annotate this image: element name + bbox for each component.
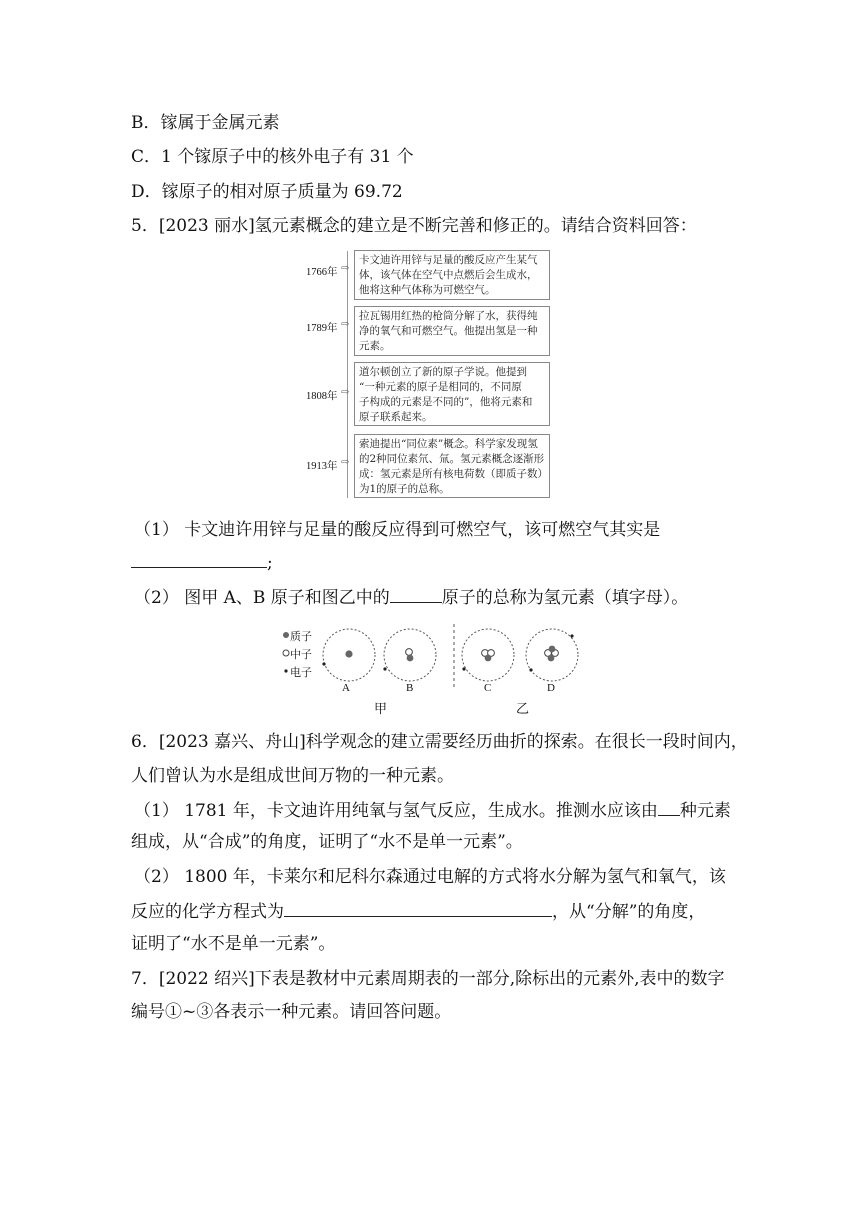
group-label-jia: 甲 bbox=[374, 701, 388, 716]
option-d: D．镓原子的相对原子质量为 69.72 bbox=[131, 182, 403, 202]
legend-neutron: 中子 bbox=[290, 649, 312, 661]
atom-label-d: D bbox=[547, 682, 555, 694]
timeline-text: 为1的原子的总称。 bbox=[359, 483, 450, 495]
answer-blank[interactable] bbox=[131, 551, 267, 568]
option-c: C．1 个镓原子中的核外电子有 31 个 bbox=[131, 147, 414, 167]
timeline-year-1766: 1766年 bbox=[306, 267, 338, 278]
q6-sub2-text: 反应的化学方程式为 bbox=[131, 902, 284, 922]
q6-sub1-cont: 组成，从“合成”的角度，证明了“水不是单一元素”。 bbox=[131, 832, 523, 852]
answer-blank[interactable] bbox=[658, 799, 680, 816]
q6-sub1-text-end: 种元素 bbox=[679, 801, 731, 821]
timeline-text: 索迪提出“同位素”概念。科学家发现氢 bbox=[359, 438, 538, 450]
timeline-year-1913: 1913年 bbox=[306, 461, 338, 472]
timeline-text: 原子联系起来。 bbox=[359, 411, 433, 423]
timeline-entry-1766 bbox=[354, 250, 550, 300]
option-b: B．镓属于金属元素 bbox=[131, 113, 280, 133]
electron-legend-icon bbox=[284, 669, 287, 672]
q6-sub1 bbox=[134, 799, 731, 822]
q5-sub2 bbox=[134, 586, 688, 609]
answer-blank[interactable] bbox=[390, 586, 442, 603]
timeline-text: “一种元素的原子是相同的，不同原 bbox=[359, 381, 522, 393]
q5-sub1-answer bbox=[131, 551, 273, 574]
timeline-text: 的2种同位素氘、氚。氢元素概念逐渐形 bbox=[359, 453, 545, 465]
q6-sub2: （2） 1800 年，卡莱尔和尼科尔森通过电解的方式将水分解为氢气和氧气，该 bbox=[134, 867, 726, 887]
q5-sub1 bbox=[134, 519, 660, 541]
timeline-text: 道尔顿创立了新的原子学说。他提到 bbox=[359, 366, 527, 378]
q6-stem-line1: 6．[2023 嘉兴、舟山]科学观念的建立需要经历曲折的探索。在很长一段时间内， bbox=[131, 732, 748, 752]
timeline-arrow-icon: ⇨ bbox=[341, 263, 350, 274]
timeline-entry-1913 bbox=[354, 434, 550, 498]
timeline-text: 成：氢元素是所有核电荷数（即质子数） bbox=[359, 468, 548, 480]
legend-electron: 电子 bbox=[290, 667, 312, 679]
timeline-text: 子构成的元素是不同的”，他将元素和 bbox=[359, 396, 533, 408]
answer-blank[interactable] bbox=[284, 900, 552, 917]
timeline-text: 体，该气体在空气中点燃后会生成水， bbox=[359, 269, 538, 281]
legend-proton: 质子 bbox=[290, 631, 312, 643]
q7-stem-line1: 7．[2022 绍兴]下表是教材中元素周期表的一部分,除标出的元素外,表中的数字 bbox=[131, 969, 725, 989]
timeline-arrow-icon: ⇨ bbox=[341, 457, 350, 468]
timeline-entry-1808 bbox=[354, 362, 550, 426]
q6-sub2-text-mid: ，从“分解”的角度， bbox=[552, 902, 706, 922]
timeline-text: 拉瓦锡用红热的枪筒分解了水，获得纯 bbox=[359, 310, 538, 322]
timeline-text: 他将这种气体称为可燃空气。 bbox=[359, 284, 496, 296]
atom-diagram bbox=[280, 622, 600, 718]
q6-sub2-cont bbox=[131, 900, 705, 923]
q7-stem-line2: 编号①~③各表示一种元素。请回答问题。 bbox=[131, 1002, 452, 1022]
q5-sub2-text-end: 原子的总称为氢元素（填字母）。 bbox=[441, 588, 689, 608]
timeline-arrow-icon: ⇨ bbox=[341, 319, 350, 330]
q6-stem-line2: 人们曾认为水是组成世间万物的一种元素。 bbox=[131, 766, 454, 786]
q6-sub2-end: 证明了“水不是单一元素”。 bbox=[131, 934, 336, 954]
timeline-year-1808: 1808年 bbox=[306, 391, 338, 402]
q5-sub2-text: （2） 图甲 A、B 原子和图乙中的 bbox=[134, 588, 390, 608]
q6-sub1-text: （1） 1781 年，卡文迪许用纯氧与氢气反应，生成水。推测水应该由 bbox=[134, 801, 658, 821]
timeline-arrow-icon: ⇨ bbox=[341, 387, 350, 398]
proton-legend-icon bbox=[283, 632, 289, 638]
timeline-text: 净的氧气和可燃空气。他提出氢是一种 bbox=[359, 325, 538, 337]
atom-label-a: A bbox=[342, 682, 350, 694]
q5-sub1-end: ; bbox=[267, 553, 273, 573]
timeline-entry-1789 bbox=[354, 306, 550, 356]
atom-label-b: B bbox=[406, 682, 414, 694]
timeline-text: 卡文迪许用锌与足量的酸反应产生某气 bbox=[359, 254, 538, 266]
group-label-yi: 乙 bbox=[516, 701, 530, 716]
atom-label-c: C bbox=[484, 682, 492, 694]
neutron-legend-icon bbox=[283, 650, 289, 656]
timeline-year-1789: 1789年 bbox=[306, 323, 338, 334]
timeline-text: 元素。 bbox=[359, 340, 391, 352]
q5-sub1-text: （1） 卡文迪许用锌与足量的酸反应得到可燃空气，该可燃空气其实是 bbox=[134, 520, 661, 540]
q5-stem: 5．[2023 丽水]氢元素概念的建立是不断完善和修正的。请结合资料回答： bbox=[131, 216, 697, 236]
